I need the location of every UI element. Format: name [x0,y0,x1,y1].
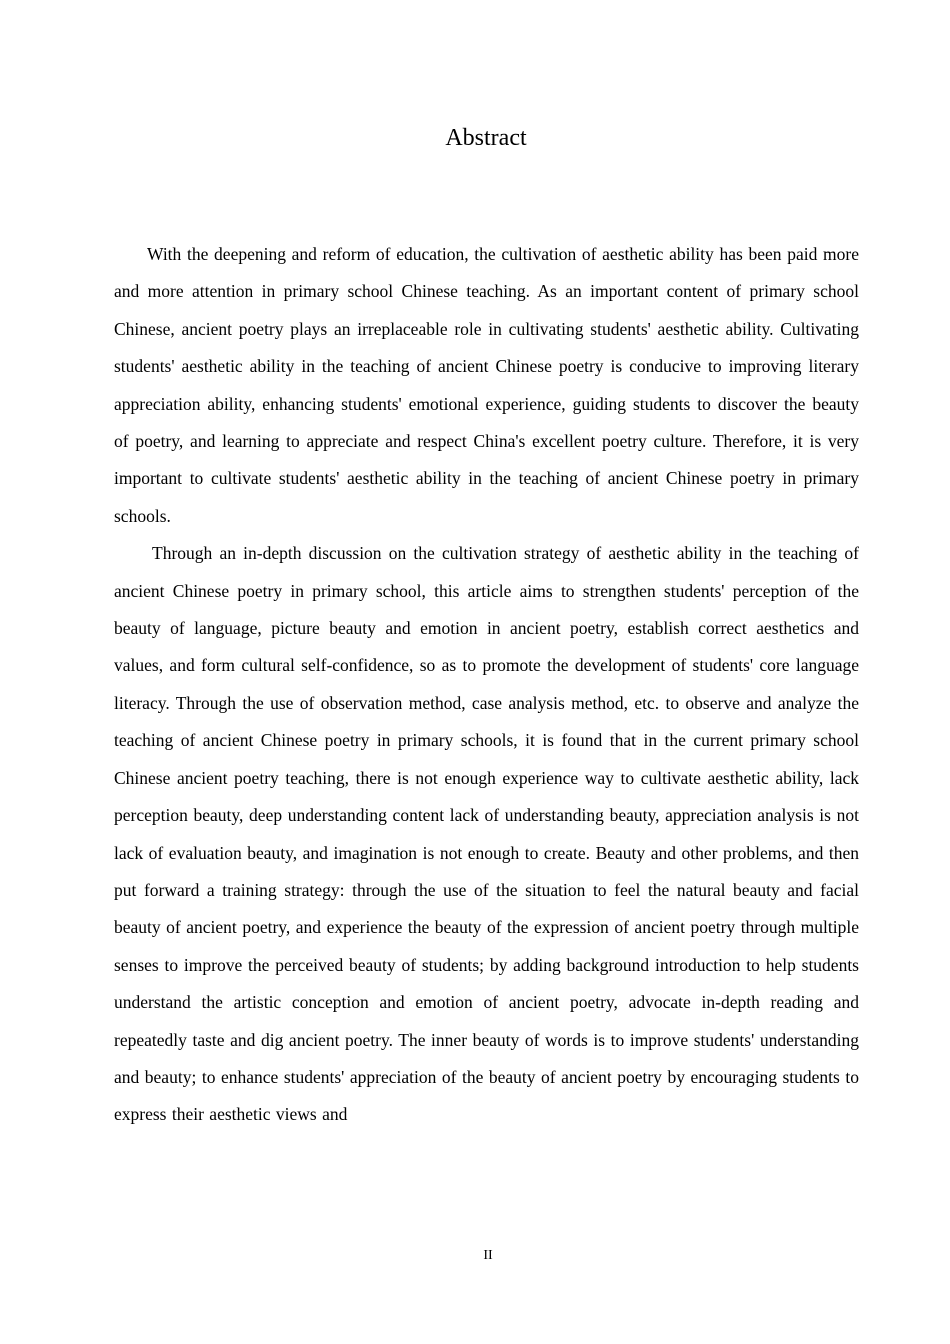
page-number: II [483,1248,493,1263]
abstract-paragraph-1: With the deepening and reform of education, the cultivation of aesthetic ability has been paid more and more attention in primary school Chinese teaching. As an important content of primary school Chinese, ancient poetry plays an irreplaceable role in cultivating students' aesthetic ability. Cultivating students' aesthetic ability in the teaching of ancient Chinese poetry is conducive to improving literary appreciation ability, enhancing students' emotional experience, guiding students to discover the beauty of poetry, and learning to appreciate and respect China's excellent poetry culture. Therefore, it is very important to cultivate students' aesthetic ability in the teaching of ancient Chinese poetry in primary schools. [114,244,859,526]
abstract-paragraph-2: Through an in-depth discussion on the cultivation strategy of aesthetic ability in the teaching of ancient Chinese poetry in primary school, this article aims to strengthen students' perception of the beauty of language, picture beauty and emotion in ancient poetry, establish correct aesthetics and values, and form cultural self-confidence, so as to promote the development of students' core language literacy. Through the use of observation method, case analysis method, etc. to observe and analyze the teaching of ancient Chinese poetry in primary schools, it is found that in the current primary school Chinese ancient poetry teaching, there is not enough experience way to cultivate aesthetic ability, lack perception beauty, deep understanding content lack of understanding beauty, appreciation analysis is not lack of evaluation beauty, and imagination is not enough to create. Beauty and other problems, and then put forward a training strategy: through the use of the situation to feel the natural beauty and facial beauty of ancient poetry, and experience the beauty of the expression of ancient poetry through multiple senses to improve the perceived beauty of students; by adding background introduction to help students understand the artistic conception and emotion of ancient poetry, advocate in-depth reading and repeatedly taste and dig ancient poetry. The inner beauty of words is to improve students' understanding and beauty; to enhance students' appreciation of the beauty of ancient poetry by encouraging students to express their aesthetic views and [114,543,859,1125]
page-title: Abstract [445,125,527,151]
abstract-body [114,236,859,1134]
